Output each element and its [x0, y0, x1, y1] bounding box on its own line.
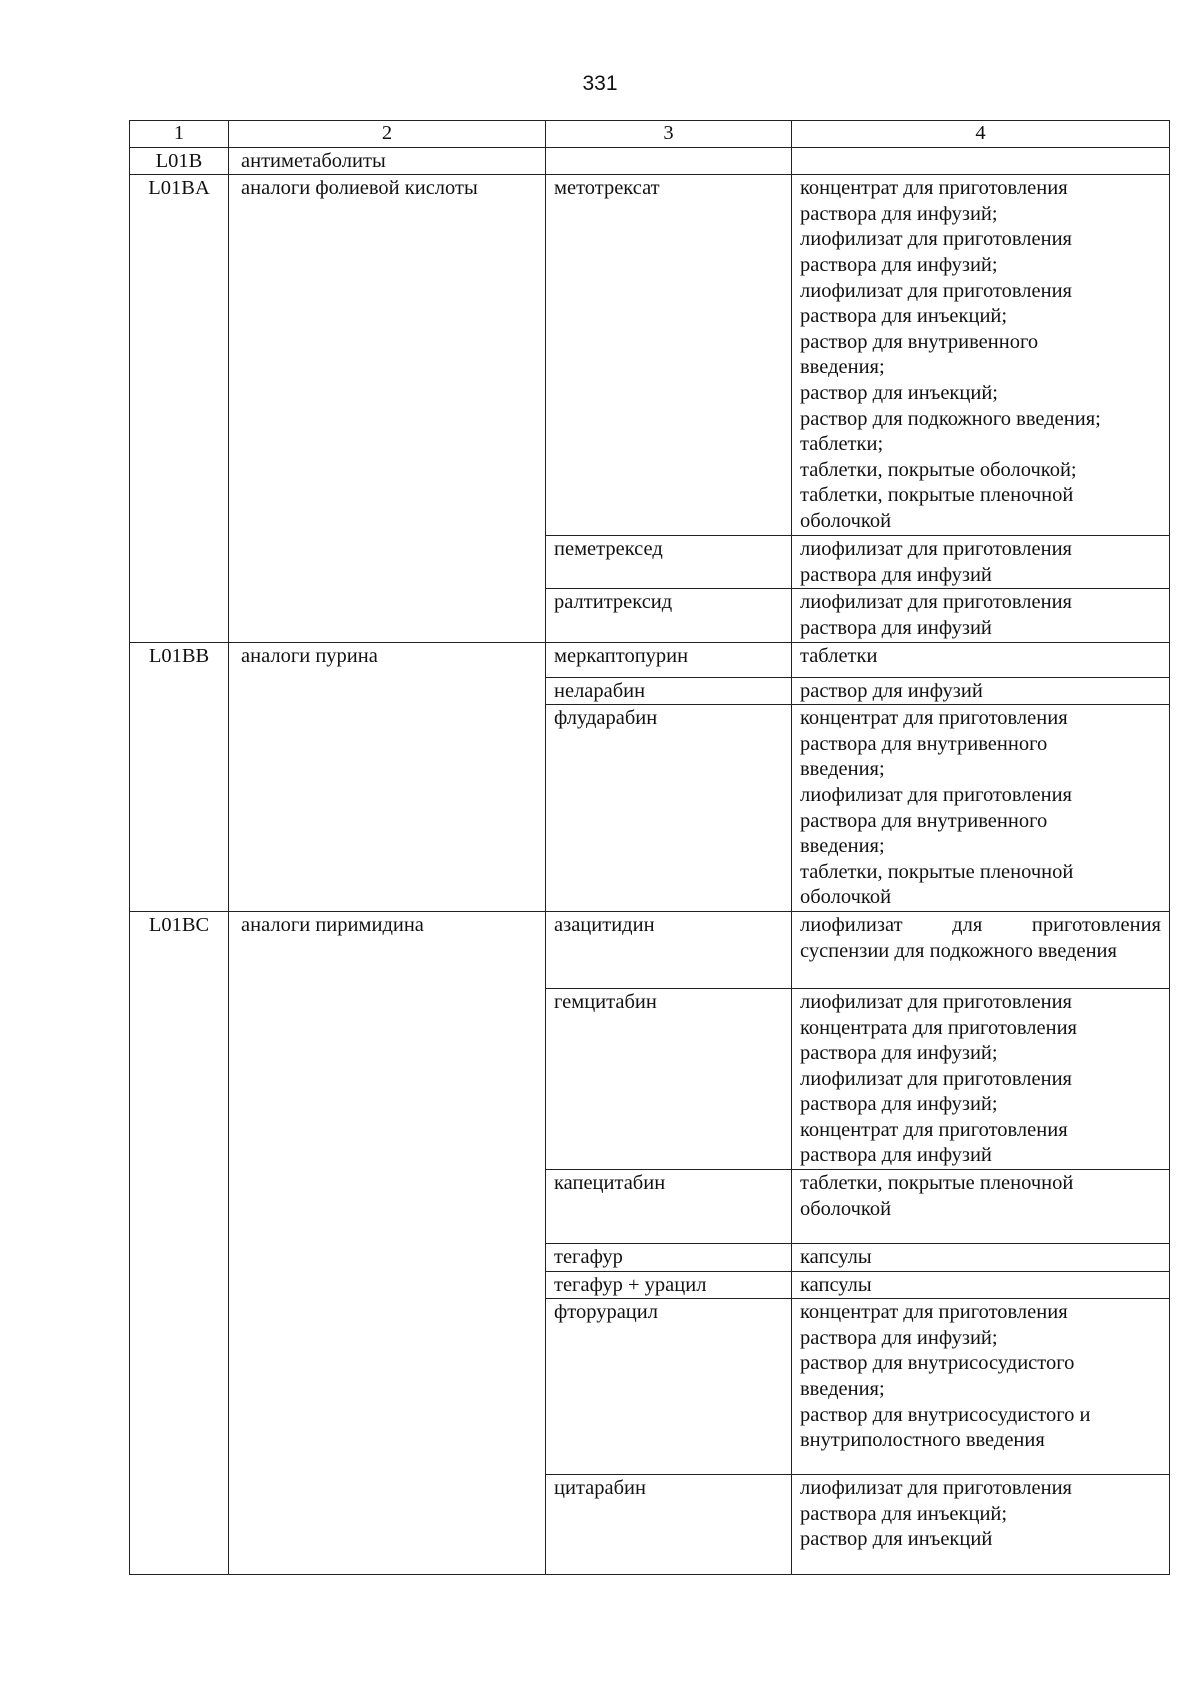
- drug-name: [546, 147, 792, 175]
- dosage-forms: капсулы: [792, 1244, 1170, 1272]
- header-row: [130, 121, 1170, 148]
- atc-code: L01BA: [130, 175, 229, 642]
- dosage-forms: концентрат для приготовления раствора для инфузий; лиофилизат для приготовления раствора для инфузий; лиофилизат для приготовления раствора для инъекций; раствор для внутривенного введения; раствор для инъекций; раствор для подкожного введения; таблетки; таблетки, покрытые оболочкой; таблетки, покрытые пленочной оболочкой: [792, 175, 1170, 536]
- drug-name: фторурацил: [546, 1299, 792, 1475]
- table-row: [130, 642, 1170, 677]
- dosage-forms: таблетки: [792, 642, 1170, 677]
- dosage-forms: лиофилизат для приготовления раствора для инфузий: [792, 536, 1170, 589]
- atc-code: L01BC: [130, 911, 229, 1574]
- atc-code: L01B: [130, 147, 229, 175]
- dosage-forms: концентрат для приготовления раствора для внутривенного введения; лиофилизат для приготовления раствора для внутривенного введения; таблетки, покрытые пленочной оболочкой: [792, 705, 1170, 912]
- table-row: [130, 147, 1170, 175]
- dosage-forms: лиофилизат для приготовления раствора для инъекций; раствор для инъекций: [792, 1475, 1170, 1575]
- drug-name: ралтитрексид: [546, 589, 792, 642]
- dosage-forms: капсулы: [792, 1271, 1170, 1299]
- drug-name: цитарабин: [546, 1475, 792, 1575]
- drug-name: капецитабин: [546, 1170, 792, 1244]
- drug-name: пеметрексед: [546, 536, 792, 589]
- drug-name: метотрексат: [546, 175, 792, 536]
- atc-group: аналоги пиримидина: [229, 911, 546, 1574]
- drug-name: неларабин: [546, 677, 792, 705]
- drug-name: гемцитабин: [546, 988, 792, 1169]
- drug-table: [129, 120, 1170, 1575]
- drug-name: тегафур + урацил: [546, 1271, 792, 1299]
- dosage-forms: концентрат для приготовления раствора для инфузий; раствор для внутрисосудистого введения; раствор для внутрисосудистого и внутриполостного введения: [792, 1299, 1170, 1475]
- atc-group: аналоги фолиевой кислоты: [229, 175, 546, 642]
- drug-name: флударабин: [546, 705, 792, 912]
- dosage-forms: лиофилизат для приготовления концентрата для приготовления раствора для инфузий; лиофилизат для приготовления раствора для инфузий; концентрат для приготовления раствора для инфузий: [792, 988, 1170, 1169]
- header-col-3: 3: [546, 121, 792, 148]
- table-row: [130, 911, 1170, 988]
- drug-name: азацитидин: [546, 911, 792, 988]
- atc-group: аналоги пурина: [229, 642, 546, 911]
- drug-name: меркаптопурин: [546, 642, 792, 677]
- atc-code: L01BB: [130, 642, 229, 911]
- header-col-4: 4: [792, 121, 1170, 148]
- dosage-forms: лиофилизат для приготовления раствора для инфузий: [792, 589, 1170, 642]
- drug-name: тегафур: [546, 1244, 792, 1272]
- dosage-forms: раствор для инфузий: [792, 677, 1170, 705]
- dosage-forms: лиофилизат для приготовления суспензии для подкожного введения: [792, 911, 1170, 988]
- page-number: 331: [582, 72, 618, 95]
- dosage-forms: таблетки, покрытые пленочной оболочкой: [792, 1170, 1170, 1244]
- atc-group: антиметаболиты: [229, 147, 546, 175]
- dosage-forms: [792, 147, 1170, 175]
- table-row: [130, 175, 1170, 536]
- header-col-2: 2: [229, 121, 546, 148]
- header-col-1: 1: [130, 121, 229, 148]
